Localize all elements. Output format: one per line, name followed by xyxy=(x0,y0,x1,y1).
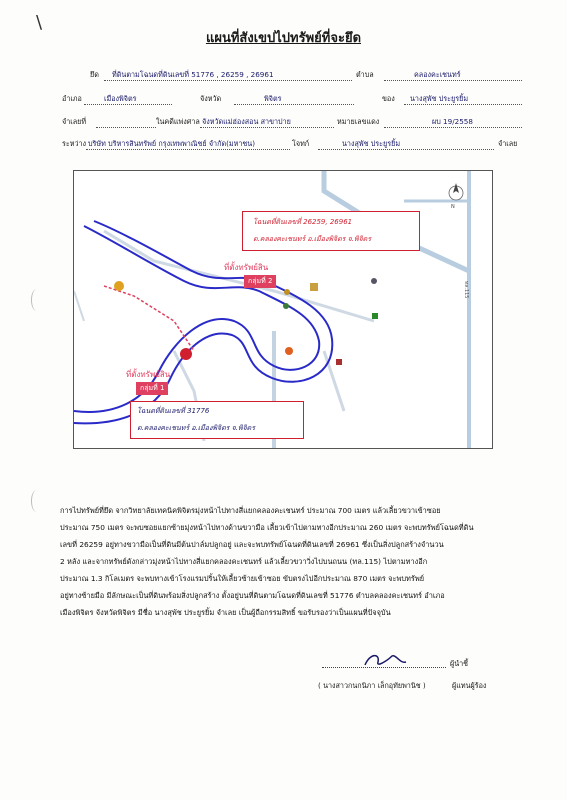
label-subdistrict: ตำบล xyxy=(356,70,374,79)
directions-line-5: ประมาณ 1.3 กิโลเมตร จะพบทางเข้าโรงแรมปริ้นให้เลี้ยวซ้ายเข้าซอย ขับตรงไปอีกประมาณ 870 เมตร จะพบทรัพย์ xyxy=(60,574,425,583)
corner-mark: \ xyxy=(36,12,43,33)
court-value: จังหวัดแม่ฮ่องสอน สาขาปาย xyxy=(202,117,291,126)
signature-line xyxy=(322,667,446,668)
directions-line-1: การไปทรัพย์ที่ยึด จากวิทยาลัยเทคนิคพิจิตรมุ่งหน้าไปทางสี่แยกคลองคะเชนทร์ ประมาณ 700 เมตร แล้วเลี้ยวขวาเข้าซอย xyxy=(60,506,441,515)
label-owner: ของ xyxy=(382,94,395,103)
punch-hole-bottom xyxy=(31,490,42,512)
label-plaintiff: โจทก์ xyxy=(292,139,310,148)
river-line-a xyxy=(74,226,319,412)
signer-role-2: ผู้แทนผู้ร้อง xyxy=(452,681,487,690)
parcel-label-2-line2: ต.คลองคะเชนทร์ อ.เมืองพิจิตร จ.พิจิตร xyxy=(137,424,255,432)
province-value: พิจิตร xyxy=(264,94,282,103)
signer-name: ( นางสาวกนกนิภา เล็กอุทัยพานิช ) xyxy=(318,681,426,690)
asset-group-1-title: ที่ตั้งทรัพย์สิน xyxy=(126,370,171,379)
asset-group-2-badge: กลุ่มที่ 2 xyxy=(244,275,276,288)
asset-group-1-badge: กลุ่มที่ 1 xyxy=(136,382,168,395)
red-case-underline xyxy=(384,126,522,128)
district-value: เมืองพิจิตร xyxy=(104,94,137,103)
subdistrict-underline xyxy=(384,79,522,81)
plaintiff-value: บริษัท บริหารสินทรัพย์ กรุงเทพพาณิชย์ จำกัด(มหาชน) xyxy=(88,139,256,148)
svg-text:N: N xyxy=(451,204,455,210)
court-underline xyxy=(200,126,334,128)
parcel-label-2 xyxy=(130,401,304,439)
label-defendant-no: จำเลยที่ xyxy=(62,117,87,126)
parcel-label-1 xyxy=(242,211,420,251)
river-line-b xyxy=(74,221,332,423)
signer-role-1: ผู้นำชี้ xyxy=(450,659,469,668)
seize-underline xyxy=(104,79,352,81)
label-defendant: จำเลย xyxy=(498,139,518,148)
parcel-label-2-line1: โฉนดที่ดินเลขที่ 31776 xyxy=(137,407,210,415)
punch-hole-top xyxy=(31,289,42,311)
seize-value: ที่ดินตามโฉนดที่ดินเลขที่ 51776 , 26259 , 26961 xyxy=(112,70,274,79)
label-province: จังหวัด xyxy=(200,94,222,103)
road-grey-8 xyxy=(74,291,84,321)
defendant-no-underline xyxy=(96,126,156,128)
owner-value: นางสุพัช ประยูรยิ้ม xyxy=(410,94,469,103)
subdistrict-value: คลองคะเชนทร์ xyxy=(414,70,461,79)
owner-underline xyxy=(404,103,522,105)
asset-group-2-title: ที่ตั้งทรัพย์สิน xyxy=(224,263,269,272)
province-underline xyxy=(234,103,354,105)
parcel-label-1-line1: โฉนดที่ดินเลขที่ 26259, 26961 xyxy=(253,218,353,226)
district-underline xyxy=(84,103,172,105)
defendant-underline xyxy=(318,148,494,150)
label-red-case: หมายเลขแดง xyxy=(337,117,380,126)
signature-scribble xyxy=(360,650,410,674)
red-case-value: ผบ 19/2558 xyxy=(432,117,473,126)
directions-line-2: ประมาณ 750 เมตร จะพบซอยแยกซ้ายมุ่งหน้าไปทางด้านขวามือ เลี้ยวเข้าไปตามทางอีกประมาณ 260 เมตร จะพบทรัพย์โฉนดที่ดิน xyxy=(60,523,474,532)
directions-line-3: เลขที่ 26259 อยู่ทางขวามือเป็นที่ดินมีต้นปาล์มปลูกอยู่ และจะพบทรัพย์โฉนดที่ดินเลขที่ 26961 ซึ่งเป็นสิ่งปลูกสร้างจำนวน xyxy=(60,540,444,549)
directions-line-6: อยู่ทางซ้ายมือ มีลักษณะเป็นที่ดินพร้อมสิ่งปลูกสร้าง ตั้งอยู่บนที่ดินตามโฉนดที่ดินเลขที่ 51776 ตำบลคลองคะเชนทร์ อำเภอ xyxy=(60,591,445,600)
north-arrow-icon xyxy=(449,183,463,210)
parcel-label-1-line2: ต.คลองคะเชนทร์ อ.เมืองพิจิตร จ.พิจิตร xyxy=(253,235,371,243)
label-district: อำเภอ xyxy=(62,94,82,103)
plaintiff-underline xyxy=(86,148,290,150)
sketch-map xyxy=(73,170,493,449)
label-civil-court: ในคดีแพ่งศาล xyxy=(156,117,200,126)
directions-line-7: เมืองพิจิตร จังหวัดพิจิตร มีชื่อ นางสุพัช ประยูรยิ้ม จำเลย เป็นผู้ถือกรรมสิทธิ์ ขอรับรองว่าเป็นแผนที่ปัจจุบัน xyxy=(60,608,391,617)
label-seize: ยึด xyxy=(90,70,99,79)
directions-line-4: 2 หลัง และจากทรัพย์ดังกล่าวมุ่งหน้าไปทางสี่แยกคลองคะเชนทร์ แล้วเลี้ยวขวาวิ่งไปบนถนน (ทล.115) ไปตามทางอีก xyxy=(60,557,428,566)
label-between: ระหว่าง xyxy=(62,139,87,148)
defendant-value: นางสุพัช ประยูรยิ้ม xyxy=(342,139,401,148)
page-title: แผนที่สังเขปไปทรัพย์ที่จะยึด xyxy=(205,31,362,46)
road-115-label: ทล.115 xyxy=(463,281,469,299)
